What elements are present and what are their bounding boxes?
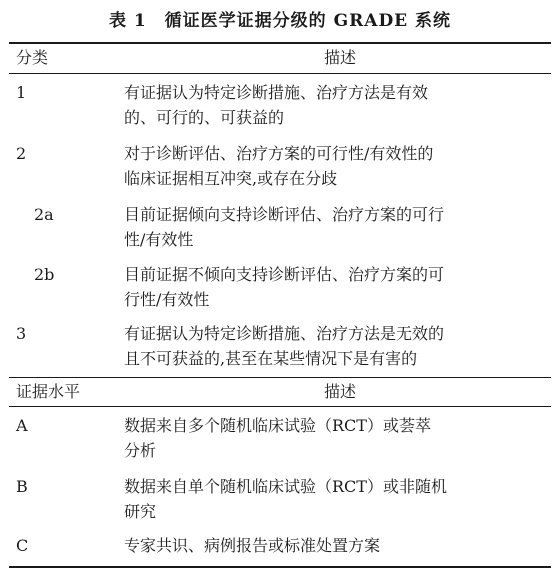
level-cell: B [16, 477, 28, 496]
header-rule [9, 406, 551, 407]
description-line: 分析 [124, 441, 157, 460]
header-description: 描述 [323, 48, 356, 67]
category-cell: 2 [16, 144, 27, 163]
section-rule [9, 377, 551, 378]
description-line: 数据来自单个随机临床试验（RCT）或非随机 [124, 477, 447, 496]
header-description: 描述 [323, 382, 356, 401]
category-cell: 2b [34, 265, 55, 284]
header-evidence-level: 证据水平 [16, 382, 81, 401]
description-cell [124, 202, 536, 252]
table-title: 表 1 循证医学证据分级的 GRADE 系统 [108, 11, 452, 31]
category-cell: 2a [34, 205, 54, 224]
description-line: 的、可行的、可获益的 [124, 108, 285, 127]
description-line: 研究 [124, 502, 157, 521]
category-cell: 3 [16, 324, 27, 343]
description-line: 且不可获益的,甚至在某些情况下是有害的 [124, 349, 418, 368]
description-line: 有证据认为特定诊断措施、治疗方法是无效的 [124, 324, 445, 343]
description-line: 专家共识、病例报告或标准处置方案 [124, 536, 381, 555]
description-cell [124, 413, 536, 463]
description-line: 行性/有效性 [124, 290, 210, 309]
description-cell [124, 474, 536, 524]
description-cell [124, 533, 536, 558]
level-cell: C [16, 536, 29, 555]
description-cell [124, 141, 536, 191]
category-cell: 1 [16, 83, 27, 102]
header-rule [9, 73, 551, 74]
description-line: 临床证据相互冲突,或存在分歧 [124, 169, 338, 188]
description-line: 数据来自多个随机临床试验（RCT）或荟萃 [124, 416, 431, 435]
description-cell [124, 321, 536, 371]
description-line: 对于诊断评估、治疗方案的可行性/有效性的 [124, 144, 434, 163]
description-line: 性/有效性 [124, 230, 194, 249]
bottom-rule [9, 566, 551, 568]
top-rule [9, 42, 551, 44]
description-cell [124, 80, 536, 130]
header-category: 分类 [16, 48, 49, 67]
description-cell [124, 262, 536, 312]
description-line: 有证据认为特定诊断措施、治疗方法是有效 [124, 83, 429, 102]
level-cell: A [16, 416, 28, 435]
description-line: 目前证据倾向支持诊断评估、治疗方案的可行 [124, 205, 445, 224]
description-line: 目前证据不倾向支持诊断评估、治疗方案的可 [124, 265, 445, 284]
